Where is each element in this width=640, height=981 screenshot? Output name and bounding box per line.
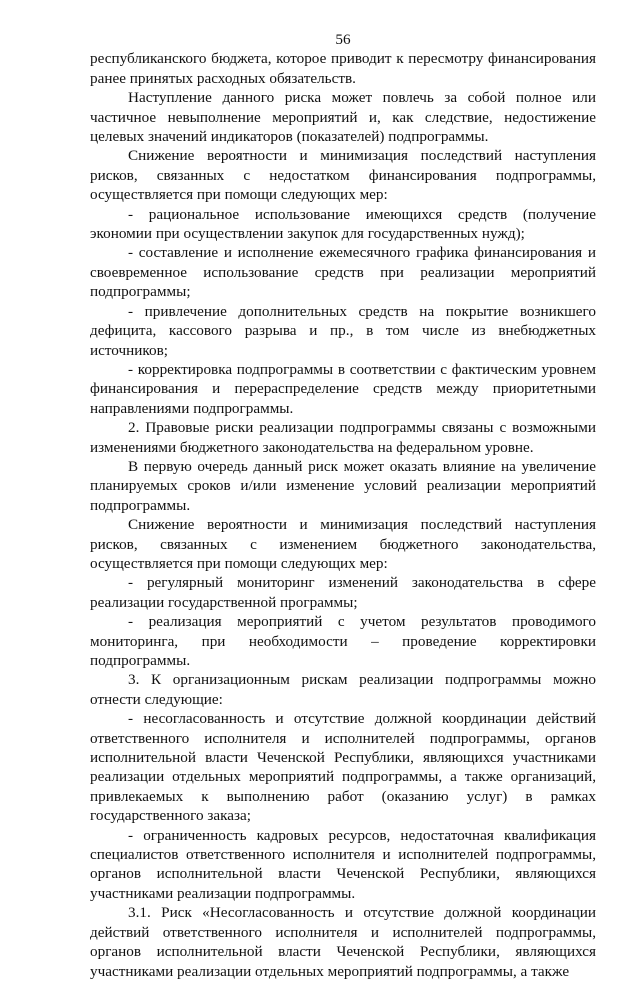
list-item-staff: - ограниченность кадровых ресурсов, недостаточная квалификация специалистов ответственного исполнителя и исполнителей подпрограммы, органов исполнительной власти Чеченской Республики, являющихся участниками реализации подпрограммы. [90, 826, 596, 902]
list-item-monitoring: - регулярный мониторинг изменений законодательства в сфере реализации государственной программы; [90, 574, 596, 611]
list-item-rational-use: - рациональное использование имеющихся средств (получение экономии при осуществлении закупок для государственных нужд); [90, 205, 596, 243]
list-item-correction: - корректировка подпрограммы в соответствии с фактическим уровнем финансирования и перераспределение средств между приоритетными направлениями подпрограммы. [90, 360, 596, 417]
paragraph-1: республиканского бюджета, которое приводит к пересмотру финансирования ранее принятых расходных обязательств. [90, 50, 596, 87]
paragraph-legal-risks: 2. Правовые риски реализации подпрограммы связаны с возможными изменениями бюджетного законодательства на федеральном уровне. [90, 419, 596, 456]
page-number: 56 [335, 31, 351, 48]
list-item-additional-funds: - привлечение дополнительных средств на покрытие возникшего дефицита, кассового разрыва и пр., в том числе из внебюджетных источников; [90, 302, 596, 359]
paragraph-3: Снижение вероятности и минимизация последствий наступления рисков, связанных с недостатком финансирования подпрограммы, осуществляется при помощи следующих мер: [90, 147, 596, 204]
document-page [90, 30, 596, 981]
list-item-monthly-schedule: - составление и исполнение ежемесячного графика финансирования и своевременное использование средств при реализации мероприятий подпрограммы; [90, 244, 596, 301]
list-item-implementation: - реализация мероприятий с учетом результатов проводимого мониторинга, при необходимости – проведение корректировки подпрограммы. [90, 613, 596, 669]
paragraph-risk-3-1: 3.1. Риск «Несогласованность и отсутствие должной координации действий ответственного исполнителя и исполнителей подпрограммы, органов исполнительной власти Чеченской Республики, являющихся участниками реализации отдельных мероприятий подпрограммы, а также [90, 904, 596, 980]
paragraph-org-risks: 3. К организационным рискам реализации подпрограммы можно отнести следующие: [90, 671, 596, 708]
paragraph-legal-measures: Снижение вероятности и минимизация последствий наступления рисков, связанных с изменением бюджетного законодательства, осуществляется при помощи следующих мер: [90, 516, 596, 572]
paragraph-legal-impact: В первую очередь данный риск может оказать влияние на увеличение планируемых сроков и/или изменение условий реализации мероприятий подпрограммы. [90, 457, 596, 514]
paragraph-2: Наступление данного риска может повлечь за собой полное или частичное невыполнение мероприятий и, как следствие, недостижение целевых значений индикаторов (показателей) подпрограммы. [90, 89, 596, 146]
list-item-coordination: - несогласованность и отсутствие должной координации действий ответственного исполнителя и исполнителей подпрограммы, органов исполнительной власти Чеченской Республики, являющихся участниками реализации отдельных мероприятий подпрограммы, а также организаций, привлекаемых к выполнению работ (оказанию услуг) в рамках государственного заказа; [90, 710, 596, 825]
